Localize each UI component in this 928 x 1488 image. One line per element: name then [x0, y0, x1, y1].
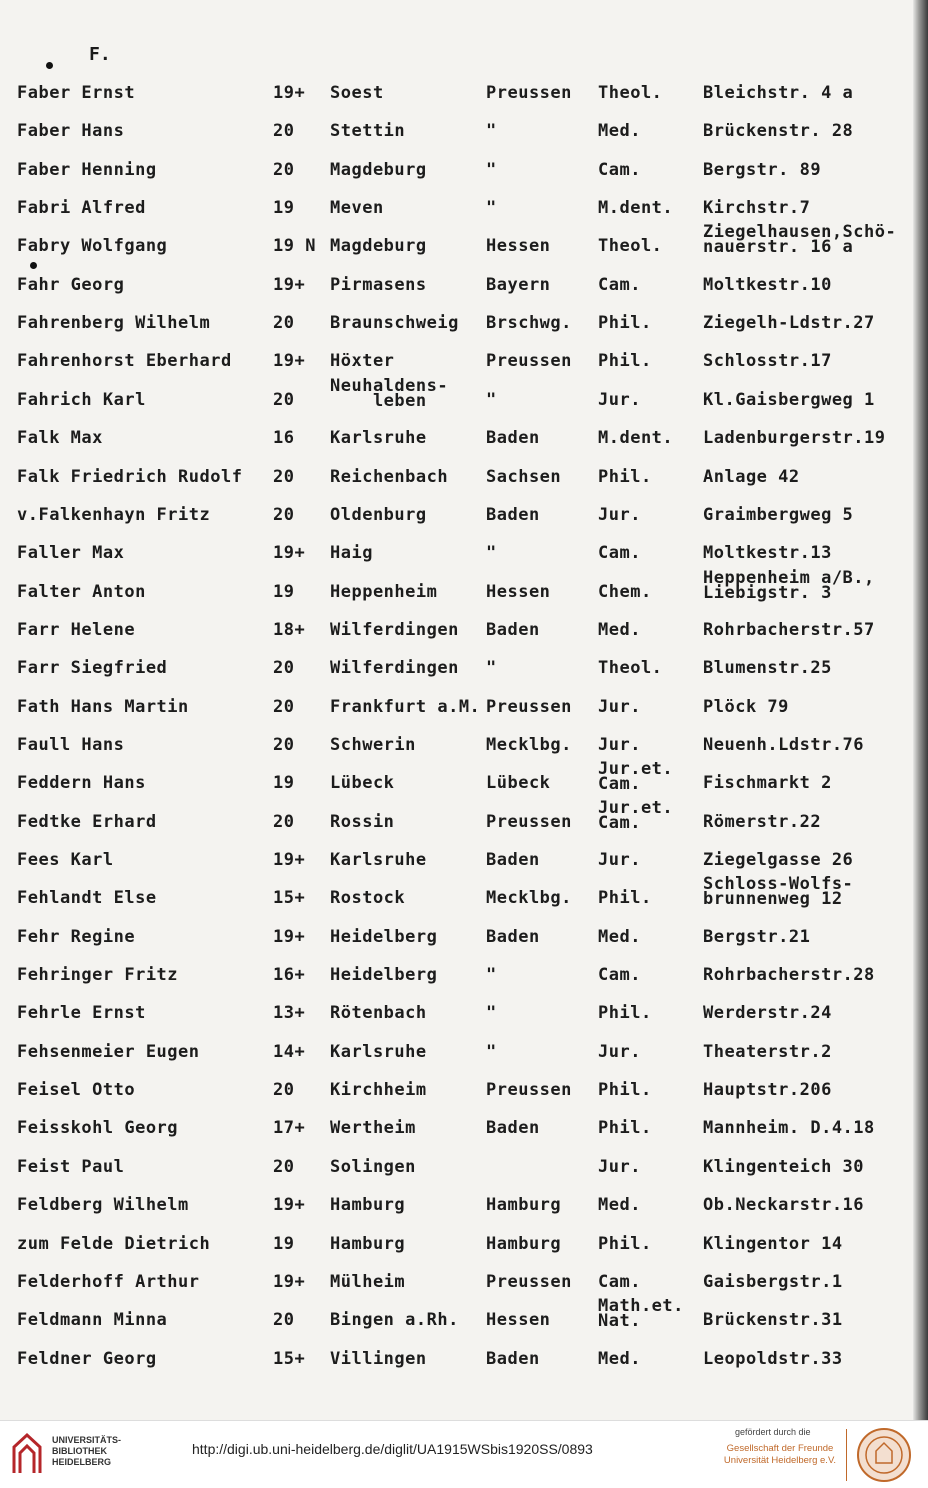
cell-faculty: Med. — [598, 926, 641, 947]
table-row — [0, 121, 900, 162]
cell-faculty: Cam. — [598, 159, 641, 180]
cell-town: Heidelberg — [330, 965, 438, 986]
cell-name: Fahrenberg Wilhelm — [17, 313, 211, 334]
cell-sem: 19+ — [273, 351, 306, 372]
cell-address: Blumenstr.25 — [703, 658, 832, 679]
cell-faculty: Jur. — [598, 850, 641, 870]
cell-town: Höxter — [330, 351, 395, 372]
cell-sem: 20 — [273, 1156, 295, 1177]
cell-faculty: Math.et. Nat. — [598, 1296, 684, 1332]
cell-faculty: Jur. — [598, 1156, 641, 1177]
cell-town: Magdeburg — [330, 236, 427, 257]
table-row — [0, 619, 900, 661]
cell-address: Hauptstr.206 — [703, 1080, 832, 1101]
table-row — [0, 1348, 900, 1390]
cell-town: Heppenheim — [330, 581, 438, 602]
cell-faculty: Phil. — [598, 1003, 652, 1024]
cell-state: Preussen — [486, 1080, 572, 1101]
cell-name: Feist Paul — [17, 1156, 125, 1177]
permalink-link[interactable]: http://digi.ub.uni-heidelberg.de/diglit/UA1915WSbis1920SS/0893 — [192, 1441, 593, 1457]
cell-town: Pirmasens — [330, 274, 427, 295]
cell-sem: 19 N — [273, 236, 316, 257]
cell-address: Gaisbergstr.1 — [703, 1271, 843, 1292]
cell-address: Leopoldstr.33 — [703, 1348, 843, 1369]
cell-town: Magdeburg — [330, 159, 427, 180]
cell-faculty: Cam. — [598, 274, 641, 295]
cell-town: Karlsruhe — [330, 850, 427, 870]
cell-name: Falk Max — [17, 428, 103, 449]
cell-address: Plöck 79 — [703, 696, 789, 717]
cell-sem: 20 — [273, 658, 295, 679]
cell-name: v.Falkenhayn Fritz — [17, 504, 211, 525]
cell-town: Schwerin — [330, 734, 416, 755]
cell-town: Wertheim — [330, 1118, 416, 1139]
cell-address: Ziegelhausen,Schö- nauerstr. 16 a — [703, 222, 897, 258]
cell-faculty: Phil. — [598, 466, 652, 487]
cell-address: Schloss-Wolfs- brunnenweg 12 — [703, 874, 854, 910]
cell-faculty: Med. — [598, 1348, 641, 1369]
cell-faculty: Med. — [598, 1195, 641, 1216]
table-row — [0, 567, 900, 623]
cell-sem: 19+ — [273, 1195, 306, 1216]
cell-faculty: Phil. — [598, 1118, 652, 1139]
table-row — [0, 797, 900, 853]
table-row — [0, 428, 900, 469]
cell-faculty: Phil. — [598, 351, 652, 372]
cell-state: Baden — [486, 504, 540, 525]
cell-town: Stettin — [330, 121, 406, 142]
cell-state: Preussen — [486, 811, 572, 832]
cell-sem: 19+ — [273, 926, 306, 947]
cell-faculty: Jur. — [598, 696, 641, 717]
table-row — [0, 504, 900, 546]
cell-state: Hessen — [486, 581, 551, 602]
cell-name: Feldner Georg — [17, 1348, 157, 1369]
cell-faculty: Phil. — [598, 1080, 652, 1101]
cell-town: Karlsruhe — [330, 428, 427, 449]
cell-name: Falk Friedrich Rudolf — [17, 466, 243, 487]
cell-town: Meven — [330, 198, 384, 219]
cell-address: Graimbergweg 5 — [703, 504, 854, 525]
cell-sem: 20 — [273, 159, 295, 180]
table-row — [0, 1041, 900, 1083]
cell-sem: 19+ — [273, 274, 306, 295]
cell-sem: 16+ — [273, 965, 306, 986]
cell-sem: 20 — [273, 466, 295, 487]
cell-town: Lübeck — [330, 773, 395, 794]
cell-name: zum Felde Dietrich — [17, 1233, 211, 1254]
cell-name: Fahrenhorst Eberhard — [17, 351, 232, 372]
cell-sem: 14+ — [273, 1041, 306, 1062]
table-row — [0, 696, 900, 738]
cell-address: Werderstr.24 — [703, 1003, 832, 1024]
cell-name: Fehsenmeier Eugen — [17, 1041, 200, 1062]
cell-faculty: Med. — [598, 619, 641, 640]
cell-town: Wilferdingen — [330, 619, 459, 640]
cell-sem: 15+ — [273, 888, 306, 909]
cell-name: Farr Helene — [17, 619, 136, 640]
cell-state: Baden — [486, 428, 540, 449]
cell-address: Bergstr. 89 — [703, 159, 822, 180]
register-letter: F. — [89, 44, 111, 65]
cell-sem: 20 — [273, 121, 295, 142]
cell-faculty: Phil. — [598, 1233, 652, 1254]
cell-address: Schlosstr.17 — [703, 351, 832, 372]
university-seal-icon — [856, 1427, 912, 1483]
cell-address: Rohrbacherstr.57 — [703, 619, 875, 640]
cell-sem: 20 — [273, 811, 295, 832]
cell-state: Baden — [486, 1348, 540, 1369]
cell-state: Baden — [486, 1118, 540, 1139]
cell-town: Villingen — [330, 1348, 427, 1369]
cell-town: Karlsruhe — [330, 1041, 427, 1062]
cell-state: Baden — [486, 619, 540, 640]
cell-town: Soest — [330, 83, 384, 103]
cell-address: Fischmarkt 2 — [703, 773, 832, 794]
table-row — [0, 159, 900, 201]
cell-faculty: Jur.et. Cam. — [598, 797, 674, 833]
cell-state: Preussen — [486, 1271, 572, 1292]
cell-address: Kl.Gaisbergweg 1 — [703, 389, 875, 410]
cell-faculty: Jur. — [598, 389, 641, 410]
cell-state: Preussen — [486, 351, 572, 372]
table-row — [0, 466, 900, 508]
cell-address: Rohrbacherstr.28 — [703, 965, 875, 986]
cell-state: " — [486, 965, 497, 986]
cell-faculty: Cam. — [598, 1271, 641, 1292]
cell-name: Fehrle Ernst — [17, 1003, 146, 1024]
cell-sem: 20 — [273, 1080, 295, 1101]
cell-name: Felderhoff Arthur — [17, 1271, 200, 1292]
table-row — [0, 375, 900, 431]
table-row — [0, 1003, 900, 1044]
cell-address: Moltkestr.10 — [703, 274, 832, 295]
cell-name: Faber Henning — [17, 159, 157, 180]
cell-name: Faber Ernst — [17, 83, 136, 103]
table-row — [0, 1195, 900, 1236]
cell-name: Feisskohl Georg — [17, 1118, 179, 1139]
cell-name: Feisel Otto — [17, 1080, 136, 1101]
cell-sem: 20 — [273, 734, 295, 755]
cell-address: Heppenheim a/B., Liebigstr. 3 — [703, 567, 875, 603]
table-row — [0, 1156, 900, 1198]
cell-address: Moltkestr.13 — [703, 543, 832, 564]
cell-address: Mannheim. D.4.18 — [703, 1118, 875, 1139]
cell-state: " — [486, 159, 497, 180]
cell-address: Römerstr.22 — [703, 811, 822, 832]
cell-sem: 13+ — [273, 1003, 306, 1024]
table-row — [0, 222, 900, 277]
cell-state: " — [486, 121, 497, 142]
cell-faculty: M.dent. — [598, 198, 674, 219]
cell-address: Brückenstr.31 — [703, 1310, 843, 1331]
cell-town: Rötenbach — [330, 1003, 427, 1024]
cell-state: Hessen — [486, 236, 551, 257]
cell-name: Fabri Alfred — [17, 198, 146, 219]
library-name: UNIVERSITÄTS- BIBLIOTHEK HEIDELBERG — [52, 1435, 122, 1467]
cell-sem: 19 — [273, 581, 295, 602]
cell-name: Fahrich Karl — [17, 389, 146, 410]
cell-name: Fehlandt Else — [17, 888, 157, 909]
table-row — [0, 1296, 900, 1351]
cell-faculty: Jur. — [598, 734, 641, 755]
cell-address: Ob.Neckarstr.16 — [703, 1195, 865, 1216]
cell-address: Klingenteich 30 — [703, 1156, 865, 1177]
table-row — [0, 1233, 900, 1275]
cell-address: Ladenburgerstr.19 — [703, 428, 886, 449]
cell-sem: 19 — [273, 198, 295, 219]
cell-state: Mecklbg. — [486, 734, 572, 755]
table-row — [0, 926, 900, 968]
cell-state: Baden — [486, 850, 540, 870]
cell-faculty: Jur. — [598, 1041, 641, 1062]
cell-town: Kirchheim — [330, 1080, 427, 1101]
sponsor-label: gefördert durch die — [735, 1427, 811, 1437]
table-row — [0, 1271, 900, 1313]
cell-faculty: Med. — [598, 121, 641, 142]
cell-sem: 15+ — [273, 1348, 306, 1369]
table-row — [0, 759, 900, 814]
table-row — [0, 734, 900, 776]
page-edge-shadow — [913, 0, 928, 1420]
cell-state: Hamburg — [486, 1233, 562, 1254]
cell-town: Bingen a.Rh. — [330, 1310, 459, 1331]
cell-sem: 16 — [273, 428, 295, 449]
library-logo-icon — [10, 1429, 44, 1477]
cell-address: Ziegelh-Ldstr.27 — [703, 313, 875, 334]
table-row — [0, 274, 900, 316]
cell-address: Theaterstr.2 — [703, 1041, 832, 1062]
cell-name: Fabry Wolfgang — [17, 236, 168, 257]
cell-name: Fath Hans Martin — [17, 696, 189, 717]
cell-state: Mecklbg. — [486, 888, 572, 909]
cell-state: " — [486, 389, 497, 410]
cell-name: Fees Karl — [17, 850, 114, 870]
sponsor-name: Gesellschaft der Freunde Universität Heidelberg e.V. — [723, 1443, 837, 1466]
cell-sem: 20 — [273, 313, 295, 334]
table-row — [0, 351, 900, 392]
cell-state: Hessen — [486, 1310, 551, 1331]
cell-name: Feldberg Wilhelm — [17, 1195, 189, 1216]
cell-sem: 20 — [273, 1310, 295, 1331]
cell-town: Neuhaldens- leben — [330, 375, 449, 411]
cell-state: " — [486, 1003, 497, 1024]
cell-address: Brückenstr. 28 — [703, 121, 854, 142]
cell-faculty: Chem. — [598, 581, 652, 602]
cell-town: Braunschweig — [330, 313, 459, 334]
cell-faculty: Phil. — [598, 888, 652, 909]
cell-address: Bleichstr. 4 a — [703, 83, 854, 103]
cell-name: Faull Hans — [17, 734, 125, 755]
cell-state: Sachsen — [486, 466, 562, 487]
table-row — [0, 1118, 900, 1159]
table-row — [0, 965, 900, 1006]
cell-town: Frankfurt a.M. — [330, 696, 481, 717]
cell-town: Hamburg — [330, 1195, 406, 1216]
cell-state: Lübeck — [486, 773, 551, 794]
cell-address: Klingentor 14 — [703, 1233, 843, 1254]
cell-faculty: Cam. — [598, 543, 641, 564]
cell-sem: 20 — [273, 389, 295, 410]
cell-address: Ziegelgasse 26 — [703, 850, 854, 870]
ink-dot — [46, 62, 53, 69]
cell-town: Haig — [330, 543, 373, 564]
cell-sem: 19+ — [273, 850, 306, 870]
cell-sem: 19+ — [273, 543, 306, 564]
footer-divider — [846, 1429, 847, 1481]
cell-address: Kirchstr.7 — [703, 198, 811, 219]
cell-address: Bergstr.21 — [703, 926, 811, 947]
cell-town: Reichenbach — [330, 466, 449, 487]
cell-name: Farr Siegfried — [17, 658, 168, 679]
cell-faculty: Phil. — [598, 313, 652, 334]
table-row — [0, 83, 900, 124]
cell-faculty: Theol. — [598, 83, 663, 103]
cell-town: Solingen — [330, 1156, 416, 1177]
table-row — [0, 1080, 900, 1121]
cell-state: " — [486, 658, 497, 679]
cell-town: Rostock — [330, 888, 406, 909]
cell-sem: 20 — [273, 504, 295, 525]
cell-state: Preussen — [486, 696, 572, 717]
cell-state: Baden — [486, 926, 540, 947]
cell-address: Neuenh.Ldstr.76 — [703, 734, 865, 755]
table-row — [0, 658, 900, 699]
cell-name: Fehr Regine — [17, 926, 136, 947]
cell-state: Hamburg — [486, 1195, 562, 1216]
cell-sem: 20 — [273, 696, 295, 717]
cell-state: Bayern — [486, 274, 551, 295]
footer-bar — [0, 1420, 928, 1488]
cell-town: Heidelberg — [330, 926, 438, 947]
cell-faculty: Jur. — [598, 504, 641, 525]
cell-state: Brschwg. — [486, 313, 572, 334]
cell-name: Fahr Georg — [17, 274, 125, 295]
cell-town: Hamburg — [330, 1233, 406, 1254]
cell-sem: 17+ — [273, 1118, 306, 1139]
cell-state: " — [486, 1041, 497, 1062]
cell-faculty: M.dent. — [598, 428, 674, 449]
cell-faculty: Theol. — [598, 658, 663, 679]
cell-sem: 19 — [273, 1233, 295, 1254]
table-row — [0, 874, 900, 929]
cell-faculty: Cam. — [598, 965, 641, 986]
cell-sem: 19+ — [273, 83, 306, 103]
cell-name: Faller Max — [17, 543, 125, 564]
table-row — [0, 313, 900, 354]
cell-name: Fedtke Erhard — [17, 811, 157, 832]
cell-town: Wilferdingen — [330, 658, 459, 679]
cell-town: Oldenburg — [330, 504, 427, 525]
cell-address: Anlage 42 — [703, 466, 800, 487]
cell-faculty: Jur.et. Cam. — [598, 759, 674, 795]
cell-town: Mülheim — [330, 1271, 406, 1292]
cell-town: Rossin — [330, 811, 395, 832]
cell-state: " — [486, 543, 497, 564]
cell-name: Faber Hans — [17, 121, 125, 142]
cell-state: " — [486, 198, 497, 219]
cell-name: Falter Anton — [17, 581, 146, 602]
cell-name: Fehringer Fritz — [17, 965, 179, 986]
cell-name: Feldmann Minna — [17, 1310, 168, 1331]
cell-faculty: Theol. — [598, 236, 663, 257]
cell-state: Preussen — [486, 83, 572, 103]
cell-sem: 19+ — [273, 1271, 306, 1292]
cell-sem: 19 — [273, 773, 295, 794]
cell-sem: 18+ — [273, 619, 306, 640]
cell-name: Feddern Hans — [17, 773, 146, 794]
